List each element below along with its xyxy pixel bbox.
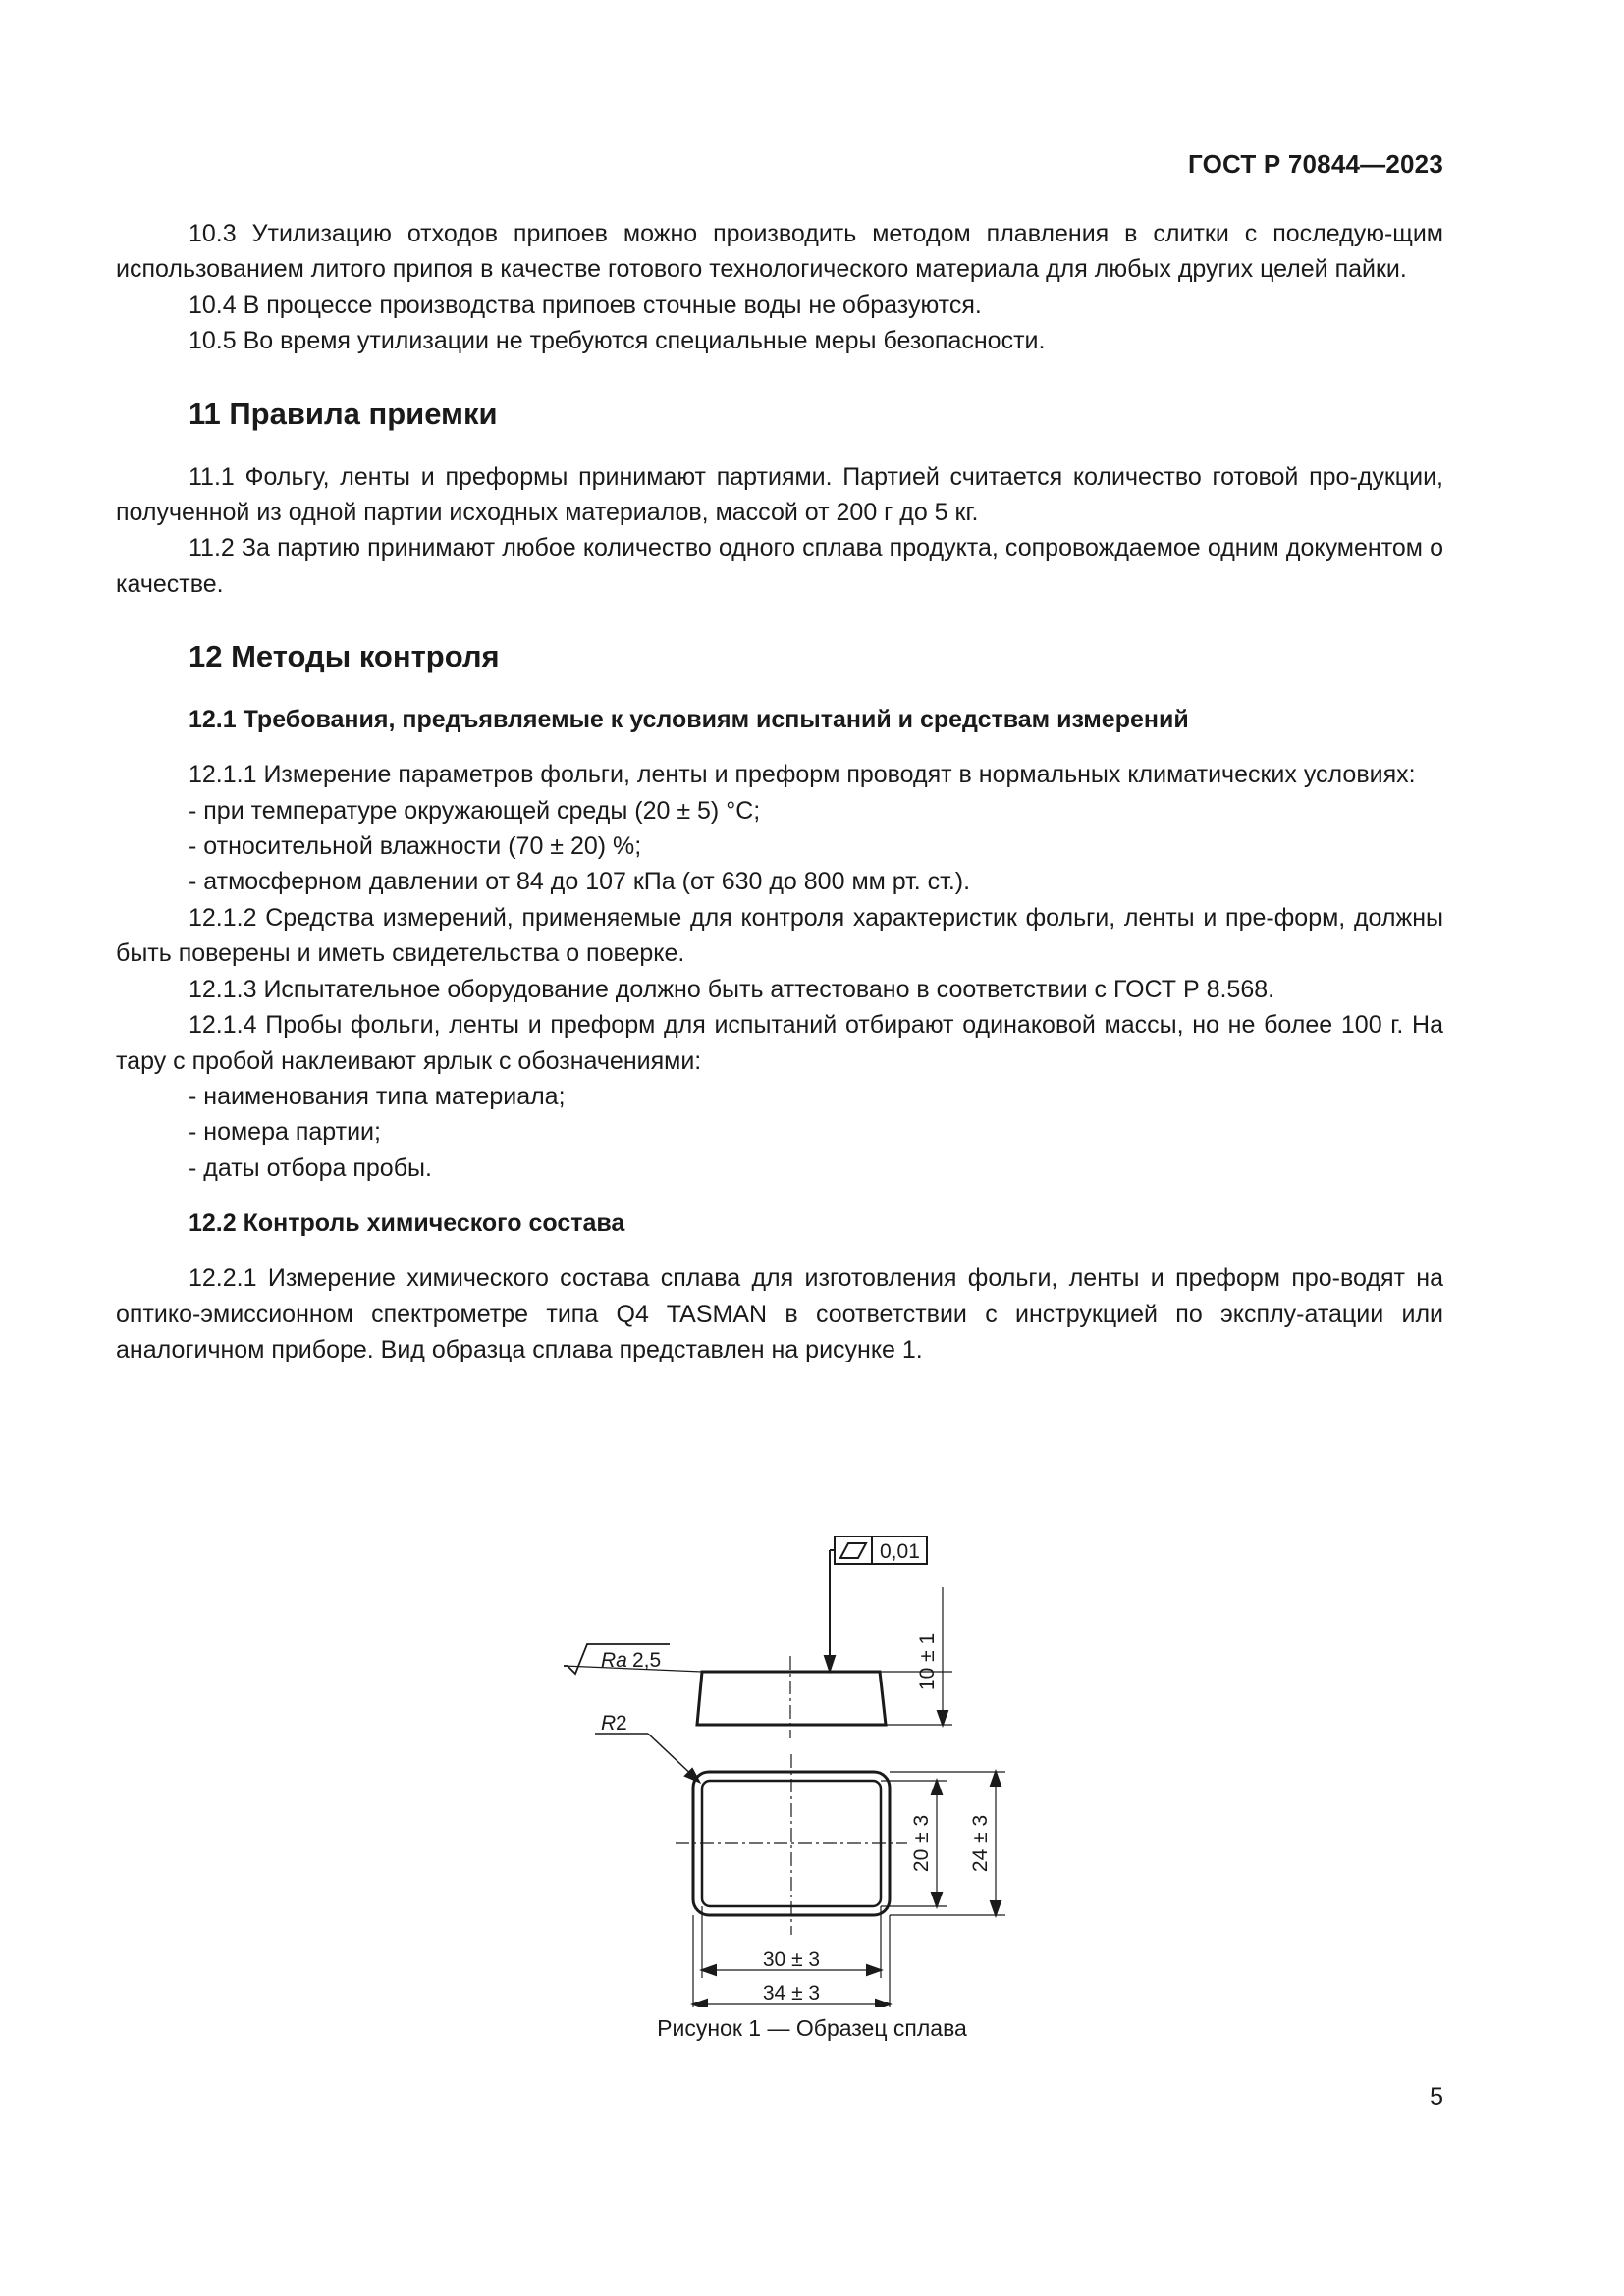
- paragraph-12-1-2: 12.1.2 Средства измерений, применяемые для контроля характеристик фольги, ленты и пре-форм, должны быть поверены и иметь свидетельства о поверке.: [116, 903, 1443, 968]
- section-12-heading: 12 Методы контроля: [189, 639, 500, 674]
- paragraph-12-1-3: 12.1.3 Испытательное оборудование должно быть аттестовано в соответствии с ГОСТ Р 8.568.: [189, 975, 1275, 1003]
- paragraph-10-3: 10.3 Утилизацию отходов припоев можно производить методом плавления в слитки с последую-щим использованием литого припоя в качестве готового технологического материала для любых других целей пайки.: [116, 220, 1443, 284]
- list-item-humidity: - относительной влажности (70 ± 20) %;: [189, 832, 642, 861]
- technical-drawing: [530, 1536, 1041, 2007]
- list-item-sampling-date: - даты отбора пробы.: [189, 1153, 432, 1182]
- page-number: 5: [1430, 2083, 1443, 2110]
- flatness-value: 0,01: [880, 1540, 920, 1563]
- radius-value: 2: [616, 1712, 627, 1735]
- paragraph-11-2: 11.2 За партию принимают любое количество одного сплава продукта, сопровождаемое одним документом о качестве.: [116, 534, 1443, 598]
- paragraph-10-4: 10.4 В процессе производства припоев сточные воды не образуются.: [189, 291, 982, 319]
- paragraph-11-1: 11.1 Фольгу, ленты и преформы принимают партиями. Партией считается количество готовой про-дукции, полученной из одной партии исходных материалов, массой от 200 г до 5 кг.: [116, 462, 1443, 527]
- height-dimension-arrow: [938, 1711, 947, 1725]
- section-11-heading: 11 Правила приемки: [189, 396, 498, 431]
- alloy-sample-drawing: [530, 1536, 1041, 2007]
- paragraph-12-2-1: 12.2.1 Измерение химического состава сплава для изготовления фольги, ленты и преформ про-водят на оптико-эмиссионном спектрометре типа Q4 TASMAN в соответствии с инструкцией по эксплу-атации или аналогичном приборе. Вид образца сплава представлен на рисунке 1.: [116, 1264, 1443, 1363]
- flatness-icon: [840, 1543, 866, 1558]
- outer-height-arrow-top: [991, 1772, 1001, 1786]
- inner-height-arrow-bottom: [932, 1893, 942, 1906]
- list-item-pressure: - атмосферном давлении от 84 до 107 кПа (от 630 до 800 мм рт. ст.).: [189, 868, 971, 896]
- inner-height-arrow-top: [932, 1781, 942, 1794]
- list-item-temperature: - при температуре окружающей среды (20 ± 5) °С;: [189, 796, 761, 825]
- document-body: [116, 216, 1443, 1367]
- radius-r-label: R: [601, 1712, 617, 1735]
- inner-width-dimension-text: 30 ± 3: [762, 1949, 821, 1971]
- outer-width-dimension-text: 34 ± 3: [762, 1982, 821, 2004]
- subsection-12-1-heading: 12.1 Требования, предъявляемые к условиям испытаний и средствам измерений: [189, 706, 1189, 734]
- outer-height-arrow-bottom: [991, 1901, 1001, 1915]
- paragraph-12-1-1: 12.1.1 Измерение параметров фольги, ленты и преформ проводят в нормальных климатических условиях:: [189, 761, 1416, 789]
- inner-height-dimension-text: 20 ± 3: [910, 1814, 933, 1873]
- height-dimension-text: 10 ± 1: [916, 1632, 939, 1691]
- flatness-frame-symbol-cell: [835, 1536, 872, 1564]
- subsection-12-2-heading: 12.2 Контроль химического состава: [189, 1209, 625, 1238]
- list-item-material-name: - наименования типа материала;: [189, 1082, 566, 1110]
- outer-height-dimension-text: 24 ± 3: [969, 1814, 992, 1873]
- roughness-value: 2,5: [632, 1649, 662, 1672]
- flatness-leader-arrow: [825, 1656, 835, 1671]
- figure-caption: Рисунок 1 — Образец сплава: [657, 2015, 967, 2041]
- paragraph-10-5: 10.5 Во время утилизации не требуются специальные меры безопасности.: [189, 327, 1046, 355]
- list-item-batch-number: - номера партии;: [189, 1118, 381, 1147]
- sample-side-view: [697, 1672, 886, 1725]
- roughness-ra-label: Ra: [601, 1649, 627, 1672]
- document-id: ГОСТ Р 70844—2023: [1188, 149, 1443, 179]
- paragraph-12-1-4: 12.1.4 Пробы фольги, ленты и преформ для испытаний отбирают одинаковой массы, но не более 100 г. На тару с пробой наклеивают ярлык с обозначениями:: [116, 1011, 1443, 1075]
